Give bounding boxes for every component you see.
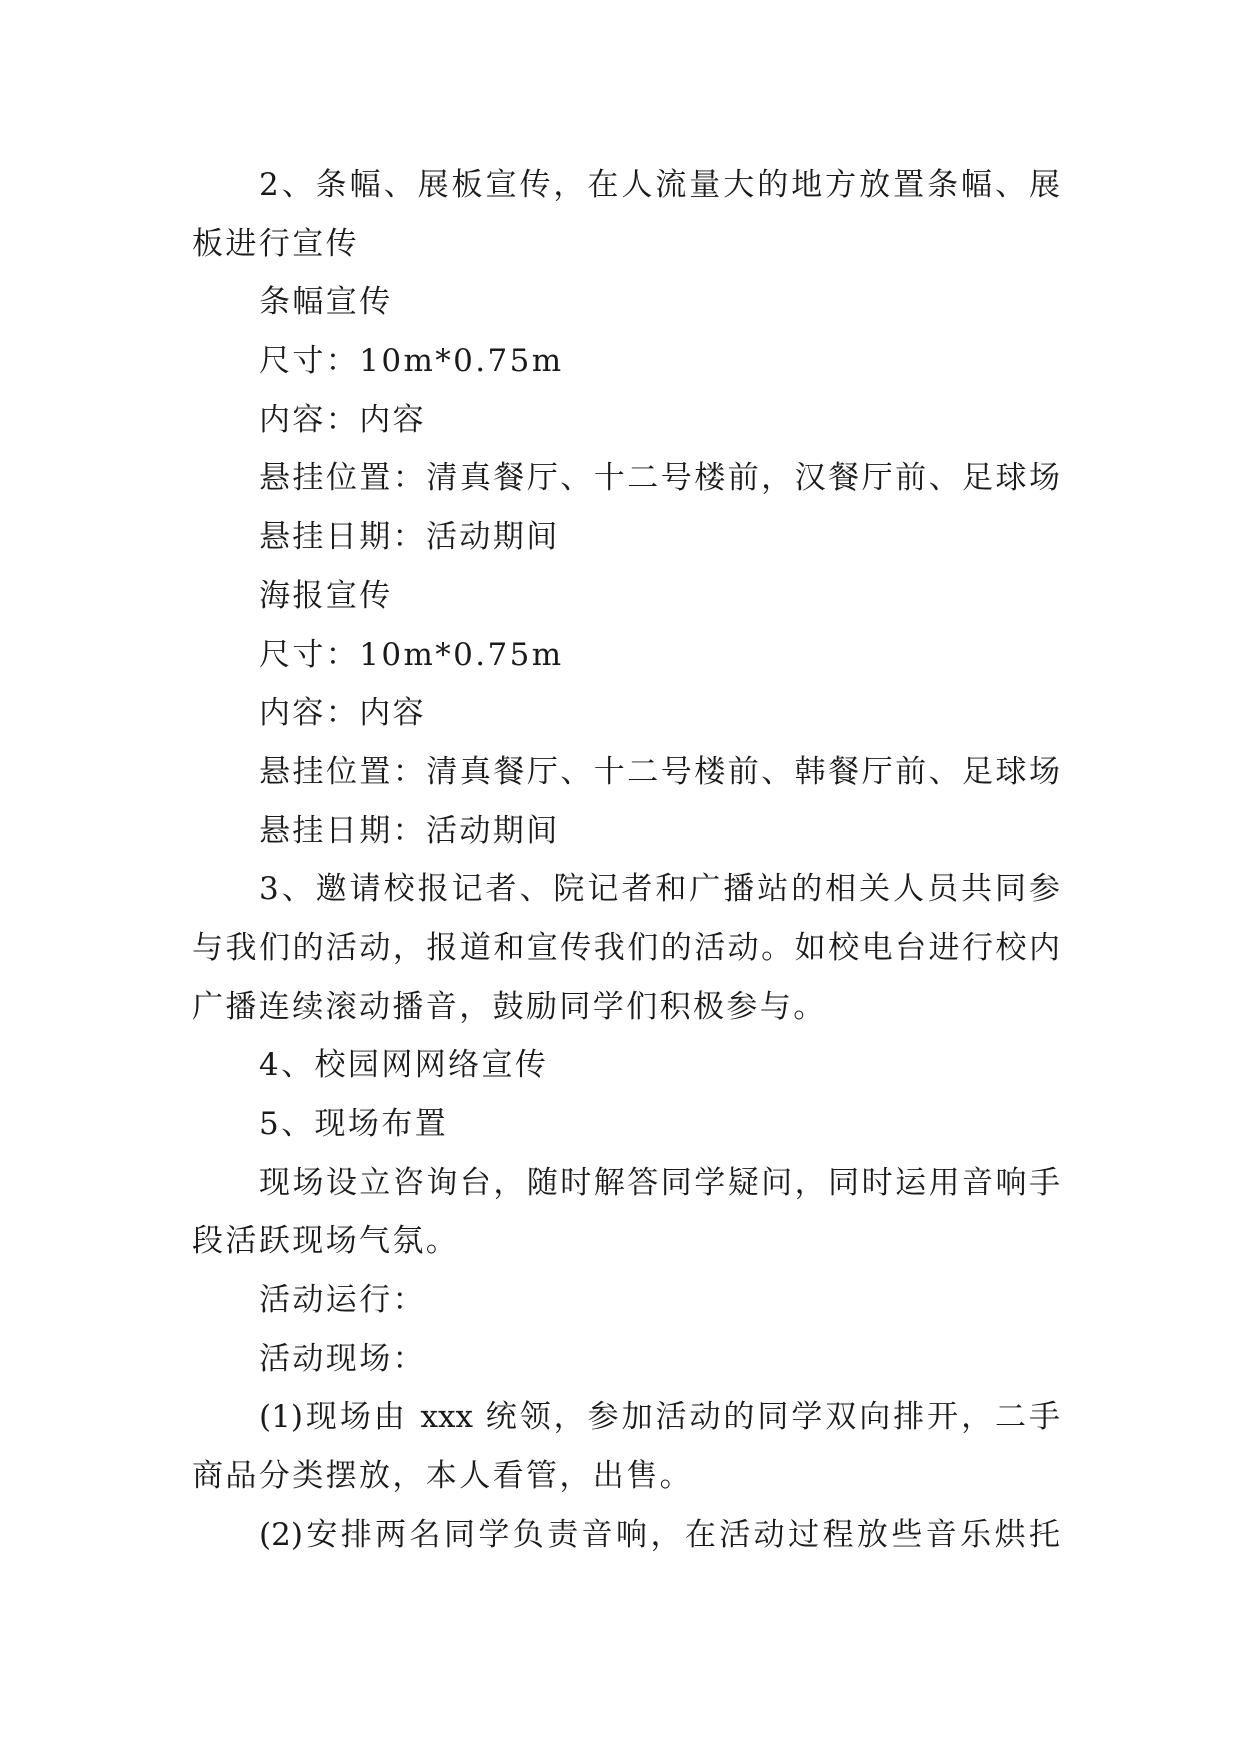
text-line: 5、现场布置: [259, 1106, 449, 1142]
text-line: 内容：内容: [259, 401, 426, 438]
text-line: 3、邀请校报记者、院记者和广播站的相关人员共同参: [259, 871, 1060, 908]
text-line: 悬挂日期：活动期间: [259, 519, 560, 556]
text-line: 海报宣传: [259, 577, 393, 614]
paragraph-banner-date: [192, 508, 1060, 567]
paragraph-activity-operation: [192, 1271, 1060, 1330]
paragraph-banner-content: [192, 391, 1060, 450]
text-line: (1)现场由 xxx 统领，参加活动的同学双向排开，二手: [259, 1399, 1060, 1436]
paragraph-poster-date: [192, 802, 1060, 861]
document-body: [192, 156, 1060, 1565]
text-line: 现场设立咨询台，随时解答同学疑问，同时运用音响手: [259, 1164, 1060, 1201]
paragraph-poster-size: [192, 626, 1060, 685]
paragraph-item-2: [192, 1506, 1060, 1565]
text-line: 板进行宣传: [192, 225, 359, 262]
paragraph-consulting-desk: [192, 1154, 1060, 1271]
paragraph-item-1: [192, 1388, 1060, 1505]
text-line: 2、条幅、展板宣传，在人流量大的地方放置条幅、展: [259, 167, 1060, 203]
text-line: (2)安排两名同学负责音响，在活动过程放些音乐烘托: [259, 1516, 1060, 1553]
paragraph-site-setup: [192, 1095, 1060, 1154]
text-line: 4、校园网网络宣传: [259, 1047, 549, 1084]
paragraph-poster-heading: [192, 567, 1060, 626]
text-line: 悬挂日期：活动期间: [259, 812, 560, 849]
paragraph-activity-site: [192, 1330, 1060, 1389]
paragraph-banner-size: [192, 332, 1060, 391]
paragraph-poster-content: [192, 684, 1060, 743]
text-line: 广播连续滚动播音，鼓励同学们积极参与。: [192, 988, 827, 1025]
paragraph-banner-heading: [192, 273, 1060, 332]
paragraph-banner-location: [192, 449, 1060, 508]
text-line: 内容：内容: [259, 695, 426, 732]
text-line: 活动现场：: [259, 1340, 426, 1377]
text-line: 与我们的活动，报道和宣传我们的活动。如校电台进行校内: [192, 929, 1060, 966]
text-line: 条幅宣传: [259, 284, 393, 321]
text-line: 段活跃现场气氛。: [192, 1223, 460, 1260]
text-line: 悬挂位置：清真餐厅、十二号楼前，汉餐厅前、足球场: [259, 460, 1060, 497]
text-line: 尺寸：10m*0.75m: [259, 636, 564, 673]
paragraph-campus-network: [192, 1036, 1060, 1095]
text-line: 悬挂位置：清真餐厅、十二号楼前、韩餐厅前、足球场: [259, 753, 1060, 790]
paragraph-poster-location: [192, 743, 1060, 802]
text-line: 活动运行：: [259, 1282, 426, 1319]
paragraph-banner-display-promo: [192, 156, 1060, 273]
text-line: 商品分类摆放，本人看管，出售。: [192, 1458, 693, 1495]
text-line: 尺寸：10m*0.75m: [259, 343, 564, 380]
paragraph-media-invitation: [192, 860, 1060, 1036]
